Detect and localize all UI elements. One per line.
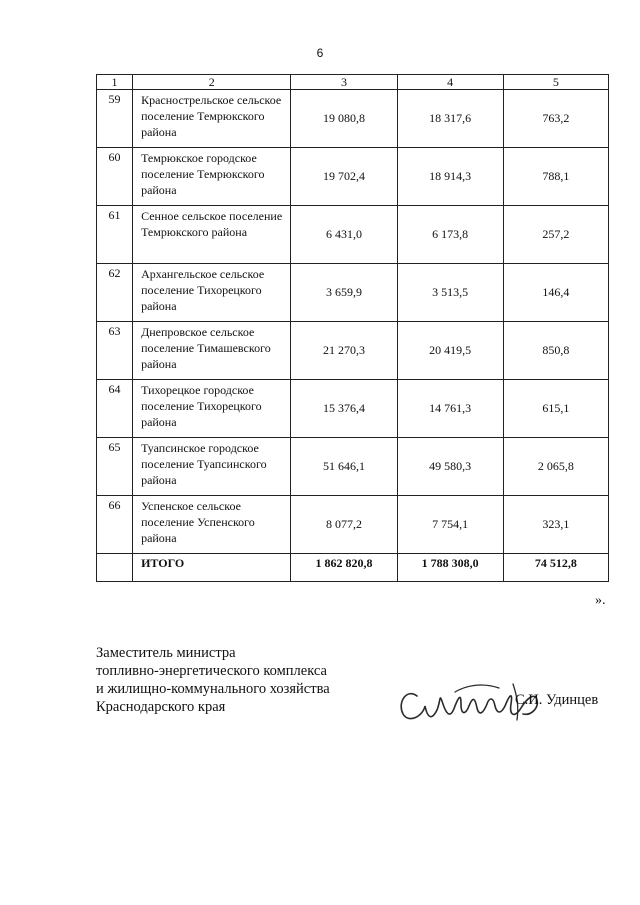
signatory-title-line: Краснодарского края <box>96 699 226 715</box>
column-header: 5 <box>503 75 608 90</box>
column-4-value: 18 317,6 <box>397 90 503 148</box>
settlement-name: Туапсинское городское поселение Туапсинского района <box>133 438 291 496</box>
table-row <box>97 90 609 148</box>
column-4-value: 6 173,8 <box>397 206 503 264</box>
column-5-value: 2 065,8 <box>503 438 608 496</box>
row-number: 60 <box>97 148 133 206</box>
column-3-value: 51 646,1 <box>291 438 397 496</box>
row-number: 63 <box>97 322 133 380</box>
signatory-title-line: Заместитель министра <box>96 645 236 661</box>
page-number: 6 <box>316 46 324 60</box>
total-row <box>97 554 609 582</box>
settlement-name: Архангельское сельское поселение Тихорецкого района <box>133 264 291 322</box>
settlement-name: Успенское сельское поселение Успенского района <box>133 496 291 554</box>
total-column-5: 74 512,8 <box>503 554 608 582</box>
row-number: 65 <box>97 438 133 496</box>
total-column-3: 1 862 820,8 <box>291 554 397 582</box>
signatory-title-line: топливно-энергетического комплекса <box>96 663 327 679</box>
settlement-name: Краснострельское сельское поселение Темрюкского района <box>133 90 291 148</box>
column-header: 2 <box>133 75 291 90</box>
column-3-value: 19 702,4 <box>291 148 397 206</box>
column-4-value: 49 580,3 <box>397 438 503 496</box>
budget-table <box>96 74 609 582</box>
table-row <box>97 496 609 554</box>
column-4-value: 14 761,3 <box>397 380 503 438</box>
total-label: ИТОГО <box>133 554 291 582</box>
settlement-name: Тихорецкое городское поселение Тихорецкого района <box>133 380 291 438</box>
column-4-value: 3 513,5 <box>397 264 503 322</box>
settlement-name: Темрюкское городское поселение Темрюкского района <box>133 148 291 206</box>
closing-quote-mark: ». <box>595 593 606 608</box>
signatory-title-line: и жилищно-коммунального хозяйства <box>96 681 330 697</box>
column-4-value: 20 419,5 <box>397 322 503 380</box>
column-5-value: 146,4 <box>503 264 608 322</box>
row-number: 66 <box>97 496 133 554</box>
column-5-value: 257,2 <box>503 206 608 264</box>
column-header: 1 <box>97 75 133 90</box>
signatory-title <box>96 644 330 716</box>
column-header: 3 <box>291 75 397 90</box>
row-number: 62 <box>97 264 133 322</box>
table-row <box>97 380 609 438</box>
table-row <box>97 264 609 322</box>
settlement-name: Днепровское сельское поселение Тимашевского района <box>133 322 291 380</box>
column-3-value: 8 077,2 <box>291 496 397 554</box>
column-header: 4 <box>397 75 503 90</box>
column-5-value: 850,8 <box>503 322 608 380</box>
row-number: 61 <box>97 206 133 264</box>
column-3-value: 6 431,0 <box>291 206 397 264</box>
total-column-4: 1 788 308,0 <box>397 554 503 582</box>
column-3-value: 19 080,8 <box>291 90 397 148</box>
column-4-value: 7 754,1 <box>397 496 503 554</box>
table-row <box>97 438 609 496</box>
settlement-name: Сенное сельское поселение Темрюкского района <box>133 206 291 264</box>
column-5-value: 323,1 <box>503 496 608 554</box>
column-5-value: 788,1 <box>503 148 608 206</box>
column-5-value: 615,1 <box>503 380 608 438</box>
row-number: 59 <box>97 90 133 148</box>
table-row <box>97 206 609 264</box>
signatory-name: С.И. Удинцев <box>515 692 599 708</box>
table-row <box>97 148 609 206</box>
total-index-cell <box>97 554 133 582</box>
table-row <box>97 322 609 380</box>
column-4-value: 18 914,3 <box>397 148 503 206</box>
column-3-value: 21 270,3 <box>291 322 397 380</box>
table-header-row <box>97 75 609 90</box>
column-3-value: 3 659,9 <box>291 264 397 322</box>
row-number: 64 <box>97 380 133 438</box>
column-5-value: 763,2 <box>503 90 608 148</box>
column-3-value: 15 376,4 <box>291 380 397 438</box>
